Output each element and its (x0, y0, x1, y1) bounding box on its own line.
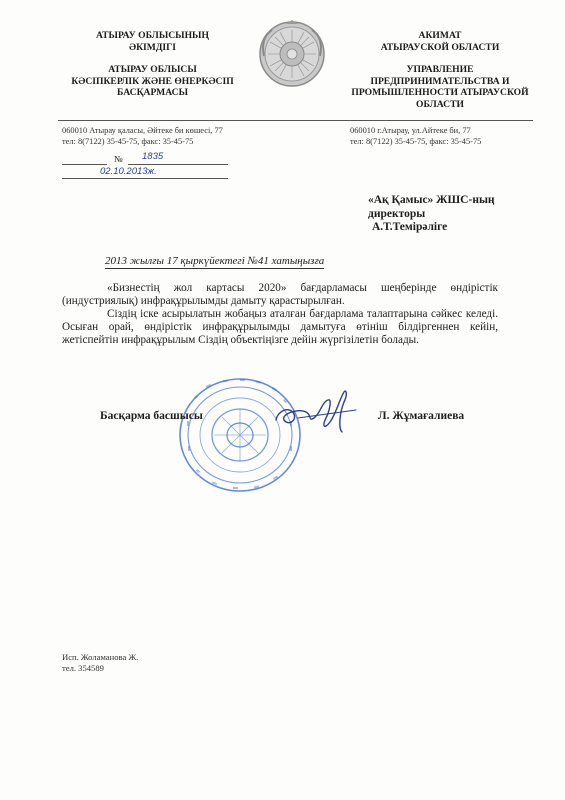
address-right-line1: 060010 г.Атырау, ул.Айтеке би, 77 (350, 126, 471, 135)
address-right (350, 126, 540, 147)
header-right-line1: АКИМАТ (418, 30, 462, 41)
address-left-line1: 060010 Атырау қаласы, Әйтеке би көшесі, 77 (62, 126, 223, 135)
address-left (62, 126, 282, 147)
header-right-line5: ПРОМЫШЛЕННОСТИ АТЫРАУСКОЙ (351, 87, 529, 98)
address-left-line2: тел: 8(7122) 35-45-75, факс: 35-45-75 (62, 136, 194, 146)
kazakhstan-state-emblem-icon (258, 20, 326, 88)
executor-block (62, 652, 138, 674)
header-right-line2: АТЫРАУСКОЙ ОБЛАСТИ (380, 41, 500, 53)
header-left-line1: АТЫРАУ ОБЛЫСЫНЫҢ (96, 30, 209, 41)
number-underline-left (62, 164, 107, 165)
reference-text: 2013 жылғы 17 қыркүйектегі №41 хатыңызға (105, 255, 325, 267)
header-right-line4: ПРЕДПРИНИМАТЕЛЬСТВА И (370, 75, 510, 87)
header-right-line6: ОБЛАСТИ (416, 98, 464, 110)
recipient-line1: «Ақ Қамыс» ЖШС-ның (368, 194, 495, 206)
address-right-line2: тел: 8(7122) 35-45-75, факс: 35-45-75 (350, 136, 482, 146)
signatory-title: Басқарма басшысы (100, 410, 203, 422)
header-left-line4: КӘСІПКЕРЛІК ЖӘНЕ ӨНЕРКӘСІП (71, 75, 234, 87)
number-symbol: № (114, 154, 123, 164)
recipient-block (368, 194, 548, 235)
date-value: 02.10.2013ж. (100, 166, 157, 177)
header-right-line3: УПРАВЛЕНИЕ (406, 64, 474, 75)
number-underline-right (128, 164, 228, 165)
reference-line (105, 255, 324, 267)
letter-body (62, 282, 498, 347)
date-underline (62, 178, 228, 179)
header-divider (58, 120, 533, 121)
header-left-line2: ӘКІМДІГІ (128, 41, 176, 53)
paragraph-2: Сіздің іске асырылатын жобаңыз аталған бағдарлама талаптарына сәйкес келеді. Осыған орай, өндірістік инфрақұрылымды дамытуға өтініш білдіргеннен кейін, жетіспейтін инфрақұрылым Сіздің объектіңізге дейін жүргізілетін болады. (62, 308, 498, 346)
recipient-line2: директоры (368, 207, 426, 220)
executor-phone: тел. 354589 (62, 663, 104, 673)
recipient-line3: А.Т.Темірәліге (372, 221, 448, 233)
outgoing-number (62, 152, 232, 166)
outgoing-date (62, 166, 232, 180)
header-left (60, 30, 245, 99)
executor-name: Исп. Жоламанова Ж. (62, 652, 139, 662)
header-left-line3: АТЫРАУ ОБЛЫСЫ (108, 64, 197, 75)
handwritten-signature-icon (268, 388, 360, 436)
paragraph-1: «Бизнестің жол картасы 2020» бағдарламасы шеңберінде өндірістік (индустриялық) инфрақұрылымды дамыту қарастырылған. (62, 282, 498, 307)
number-value: 1835 (142, 151, 164, 162)
header-right (340, 30, 540, 110)
signatory-name: Л. Жұмағалиева (378, 410, 465, 422)
header-left-line5: БАСҚАРМАСЫ (116, 87, 188, 98)
